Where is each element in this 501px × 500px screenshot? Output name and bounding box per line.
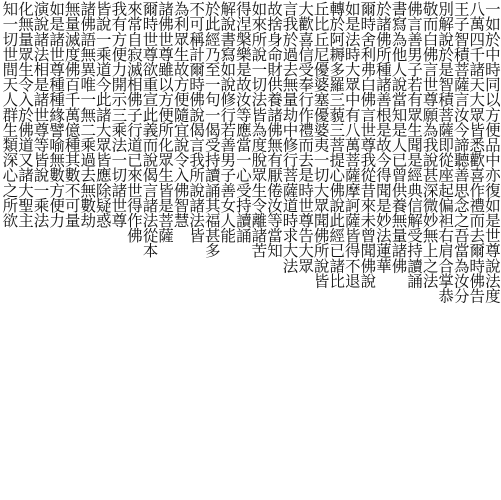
text-column: 佛言善男子若有眾生聞是經典信解受持讀誦 bbox=[405, 1, 424, 288]
text-column: 王子智積菩薩言汝今諦聽善思念之吾當為汝分 bbox=[451, 1, 470, 304]
text-column: 為利眾生故方便隨宜說令入佛智慧 bbox=[171, 1, 190, 228]
text-column: 敬而白佛言世尊願為我說甚深微妙無上之法 bbox=[420, 1, 439, 288]
text-column: 如來所說一切法皆為度脫眾生令離諸苦 bbox=[249, 1, 268, 258]
text-column: 爾時世尊欲重宣此義而說偈言諸法從本 bbox=[140, 1, 159, 258]
text-column: 我有方便力開示三乘法一切諸世尊 bbox=[109, 1, 128, 228]
text-column: 演說諸法相是諸世尊等皆說一乘法 bbox=[31, 1, 50, 228]
text-column: 八萬四千諸天大眾皆悉歡喜作禮而去爾時佛告 bbox=[467, 1, 486, 304]
text-column: 言我於過去無量劫中修行菩薩道時求大法 bbox=[280, 1, 299, 273]
text-column: 來常自寂滅相佛子行道已來世得作佛 bbox=[124, 1, 143, 243]
text-column: 爾時舍利弗白佛言世尊我從昔來未曾聞佛說 bbox=[358, 1, 377, 288]
text-column: 得涅槃樂是故汝等應當一心受持讀誦 bbox=[233, 1, 252, 243]
text-column: 如是諸世尊種種緣譬喻無數方便力 bbox=[47, 1, 66, 228]
text-column: 無量滅度佛百千萬億種其數不可量 bbox=[62, 1, 81, 228]
text-column: 別解說於是智積菩薩即從座起偏袒右肩合掌恭 bbox=[436, 1, 455, 304]
text-column: 知一切世間天人群生類深心之所欲 bbox=[0, 1, 19, 228]
text-column: 一如於中時同以方便品中亦復如是世尊說法度 bbox=[482, 1, 501, 304]
text-column: 丘比丘尼優婆塞優婆夷一切大眾聞佛所說皆 bbox=[311, 1, 330, 288]
text-column: 轉於阿耨多羅三藐三菩提心佛說此經已諸比 bbox=[327, 1, 346, 288]
text-column: 皆說一乘道今此諸大眾皆應除疑惑 bbox=[93, 1, 112, 228]
text-column: 故捨身命財供養諸佛無有厭倦汝等當知 bbox=[264, 1, 283, 258]
text-column: 大歡喜信受奉行作禮而去是時世尊告大眾 bbox=[296, 1, 315, 273]
text-column: 解說書寫如說修行若善男子善女人能 bbox=[218, 1, 237, 243]
text-column: 不可稱計爾時佛說偈言我所說諸法皆 bbox=[187, 1, 206, 243]
text-column: 於此經乃至一句一偈受持讀誦其福甚多 bbox=[202, 1, 221, 258]
text-column: 書寫為他人說當知是人已曾供養無量諸佛 bbox=[389, 1, 408, 273]
text-column: 諸佛世尊雖以方便所化眾生皆是菩薩 bbox=[156, 1, 175, 243]
text-column: 化無量眾生令入於佛道又諸大聖主 bbox=[15, 1, 34, 228]
text-column: 如是法時大眾中有八萬菩薩摩訶薩皆得不退 bbox=[342, 1, 361, 288]
text-column: 於諸佛所種諸善根是故今得聞是妙法蓮華 bbox=[373, 1, 392, 273]
text-column: 諸佛語無異唯一無二乘過去無數劫 bbox=[78, 1, 97, 228]
